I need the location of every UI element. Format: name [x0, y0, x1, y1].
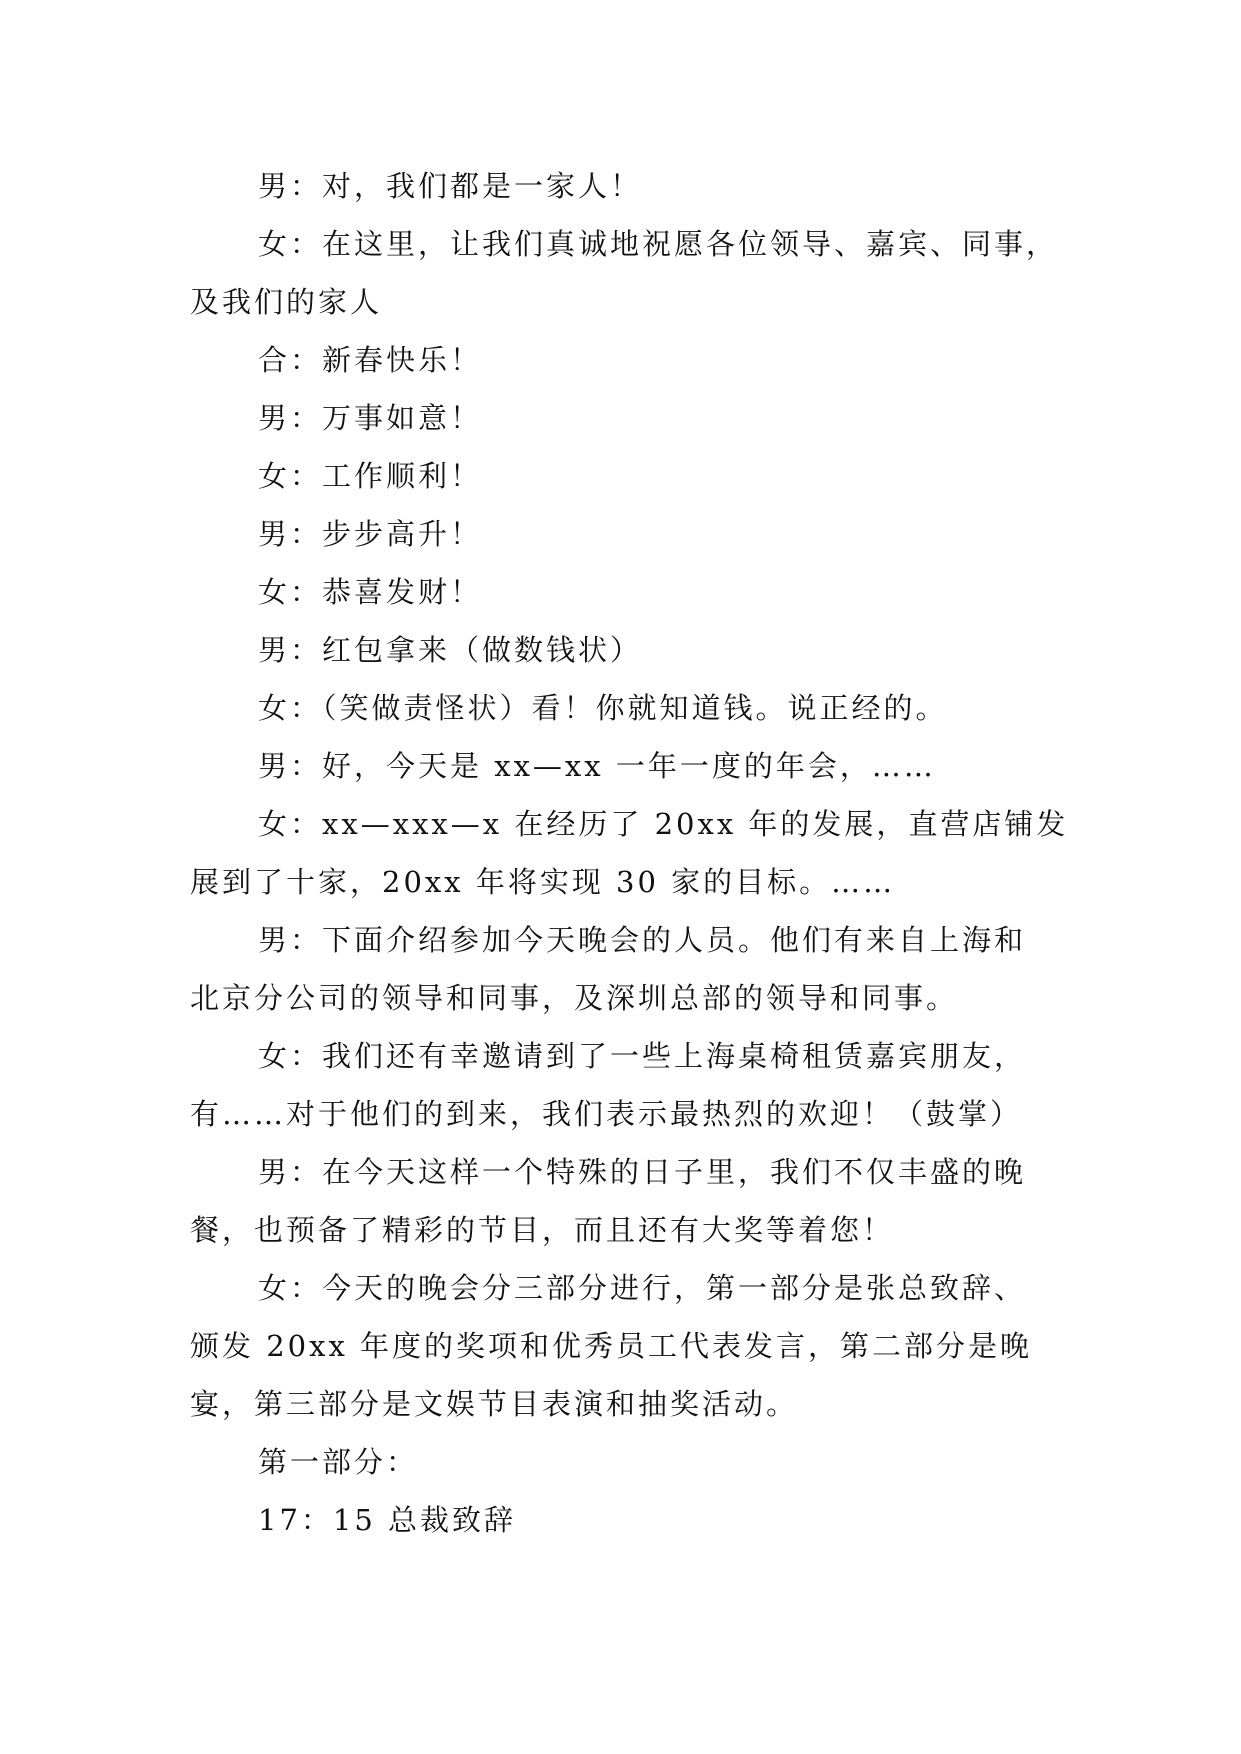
paragraph-line: 合：新春快乐！ — [258, 343, 483, 377]
paragraph-line: 女：今天的晚会分三部分进行，第一部分是张总致辞、 — [258, 1271, 1027, 1305]
paragraph — [190, 795, 1090, 911]
paragraph — [190, 563, 1090, 621]
paragraph — [190, 447, 1090, 505]
paragraph-line: 17：15 总裁致辞 — [258, 1503, 517, 1537]
paragraph-line: 男：在今天这样一个特殊的日子里，我们不仅丰盛的晚 — [258, 1155, 1027, 1189]
paragraph — [190, 1259, 1090, 1433]
paragraph — [190, 1027, 1090, 1143]
paragraph-line: 北京分公司的领导和同事，及深圳总部的领导和同事。 — [190, 981, 959, 1015]
paragraph-line: 女：（笑做责怪状）看！你就知道钱。说正经的。 — [258, 691, 948, 725]
paragraph-line: 男：对，我们都是一家人！ — [258, 169, 643, 203]
paragraph-line: 女：我们还有幸邀请到了一些上海桌椅租赁嘉宾朋友， — [258, 1039, 1027, 1073]
paragraph-line: 展到了十家，20xx 年将实现 30 家的目标。…… — [190, 865, 896, 899]
paragraph-line: 女：xx—xxx—x 在经历了 20xx 年的发展，直营店铺发 — [258, 807, 1069, 841]
paragraph-line: 第一部分： — [258, 1445, 419, 1479]
paragraph — [190, 1491, 1090, 1549]
paragraph — [190, 911, 1090, 1027]
paragraph — [190, 1143, 1090, 1259]
paragraph — [190, 215, 1090, 331]
paragraph-line: 女：恭喜发财！ — [258, 575, 483, 609]
paragraph-line: 有……对于他们的到来，我们表示最热烈的欢迎！（鼓掌） — [190, 1097, 1023, 1131]
paragraph-line: 及我们的家人 — [190, 285, 383, 319]
document-body — [190, 157, 1090, 1549]
paragraph — [190, 621, 1090, 679]
paragraph-line: 男：万事如意！ — [258, 401, 483, 435]
paragraph-line: 女：在这里，让我们真诚地祝愿各位领导、嘉宾、同事， — [258, 227, 1059, 261]
paragraph — [190, 1433, 1090, 1491]
paragraph-line: 宴，第三部分是文娱节目表演和抽奖活动。 — [190, 1387, 799, 1421]
paragraph — [190, 157, 1090, 215]
paragraph — [190, 389, 1090, 447]
paragraph-line: 颁发 20xx 年度的奖项和优秀员工代表发言，第二部分是晚 — [190, 1329, 1033, 1363]
paragraph — [190, 679, 1090, 737]
paragraph — [190, 737, 1090, 795]
paragraph-line: 男：红包拿来（做数钱状） — [258, 633, 643, 667]
paragraph-line: 男：好，今天是 xx—xx 一年一度的年会，…… — [258, 749, 936, 783]
paragraph — [190, 505, 1090, 563]
paragraph-line: 女：工作顺利！ — [258, 459, 483, 493]
paragraph — [190, 331, 1090, 389]
paragraph-line: 男：下面介绍参加今天晚会的人员。他们有来自上海和 — [258, 923, 1027, 957]
paragraph-line: 男：步步高升！ — [258, 517, 483, 551]
paragraph-line: 餐，也预备了精彩的节目，而且还有大奖等着您！ — [190, 1213, 895, 1247]
